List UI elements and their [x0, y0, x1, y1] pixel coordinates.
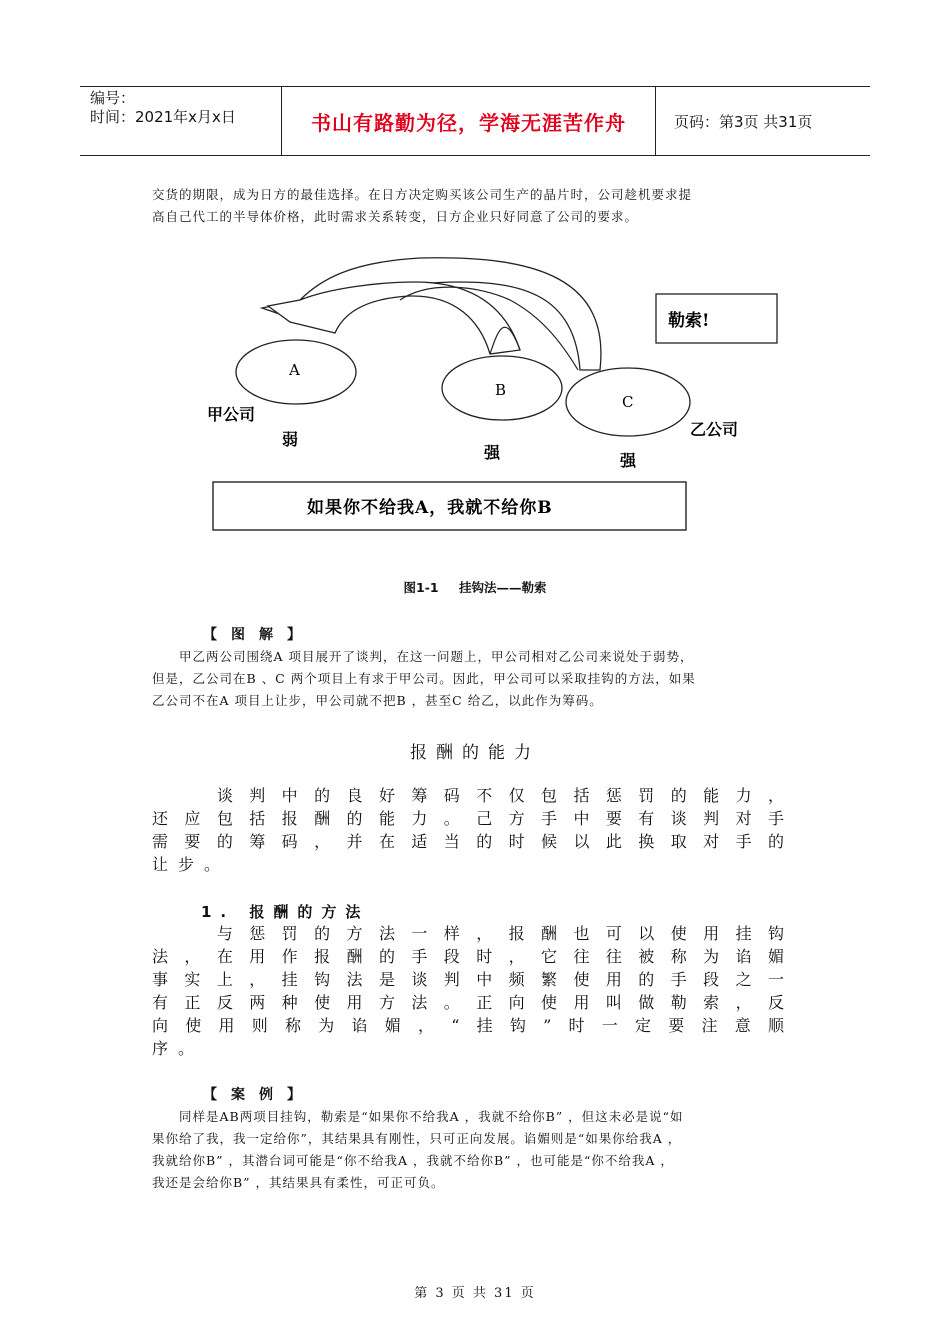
hook-method-diagram [0, 0, 950, 560]
header-number: 编号： [90, 89, 136, 107]
figure-number: 图1-1 [403, 580, 439, 595]
diagram-explain-tag: 【图解】 [203, 627, 315, 643]
figure-caption [0, 578, 950, 596]
weak-label: 弱 [282, 430, 299, 449]
reward-paragraph [152, 784, 784, 876]
section-title: 报酬的能力 [410, 743, 540, 763]
reward-line: 需要的筹码，并在适当的时候以此换取对手的 [152, 832, 784, 851]
method-line: 事实上，挂钩法是谈判中频繁使用的手段之一 [152, 970, 784, 989]
method-line: 与惩罚的方法一样，报酬也可以使用挂钩 [152, 924, 784, 943]
party-yi-label: 乙公司 [690, 420, 739, 439]
page-footer: 第 3 页 共 31 页 [414, 1286, 536, 1301]
header-date: 时间：2021年x月x日 [90, 108, 236, 126]
method-line: 法，在用作报酬的手段时，它往往被称为谄媚 [152, 947, 784, 966]
case-paragraph [152, 1106, 802, 1194]
node-b-label: B [495, 381, 507, 399]
case-line: 同样是AB两项目挂钩，勒索是“如果你不给我A ，我就不给你B” ，但这未必是说“如 [152, 1109, 684, 1124]
diagram-explain-paragraph [152, 646, 802, 712]
case-line: 我就给你B” ，其潜台词可能是“你不给我A ，我就不给你B” ，也可能是“你不给我A ， [152, 1153, 674, 1168]
figure-title: 挂钩法——勒索 [458, 580, 547, 595]
method-line: 序。 [152, 1039, 205, 1058]
explain-line: 甲乙两公司围绕A 项目展开了谈判，在这一问题上，甲公司相对乙公司来说处于弱势， [152, 649, 694, 664]
method-line: 向使用则称为谄媚，“挂钩”时一定要注意顺 [152, 1016, 784, 1035]
strong-c-label: 强 [620, 451, 637, 470]
reward-method-paragraph [152, 922, 784, 1060]
node-a-label: A [289, 361, 300, 379]
statement-label: 如果你不给我A，我就不给你B [307, 498, 553, 518]
intro-line: 交货的期限，成为日方的最佳选择。在日方决定购买该公司生产的晶片时，公司趁机要求提 [152, 187, 693, 202]
explain-line: 但是，乙公司在B 、C 两个项目上有求于甲公司。因此，甲公司可以采取挂钩的方法，如果 [152, 671, 696, 686]
party-jia-label: 甲公司 [207, 405, 256, 424]
extort-box-label: 勒索! [668, 311, 710, 331]
subsection-title: 1. 报酬的方法 [201, 903, 370, 921]
header-page-text: 页码：第3页 共31页 [674, 112, 813, 131]
intro-line: 高自己代工的半导体价格，此时需求关系转变，日方企业只好同意了公司的要求。 [152, 209, 639, 224]
reward-line: 还应包括报酬的能力。己方手中要有谈判对手 [152, 809, 784, 828]
reward-line: 谈判中的良好筹码不仅包括惩罚的能力， [152, 786, 784, 805]
strong-b-label: 强 [484, 443, 501, 462]
case-tag: 【案例】 [203, 1087, 315, 1103]
header-motto: 书山有路勤为径，学海无涯苦作舟 [281, 87, 656, 155]
reward-line: 让步。 [152, 855, 231, 874]
node-c-label: C [622, 393, 634, 411]
case-line: 果你给了我，我一定给你”，其结果具有刚性，只可正向发展。谄媚则是“如果你给我A ， [152, 1131, 682, 1146]
case-line: 我还是会给你B” ，其结果具有柔性，可正可负。 [152, 1175, 445, 1190]
explain-line: 乙公司不在A 项目上让步，甲公司就不把B ，甚至C 给乙，以此作为筹码。 [152, 693, 603, 708]
method-line: 有正反两种使用方法。正向使用叫做勒索，反 [152, 993, 784, 1012]
